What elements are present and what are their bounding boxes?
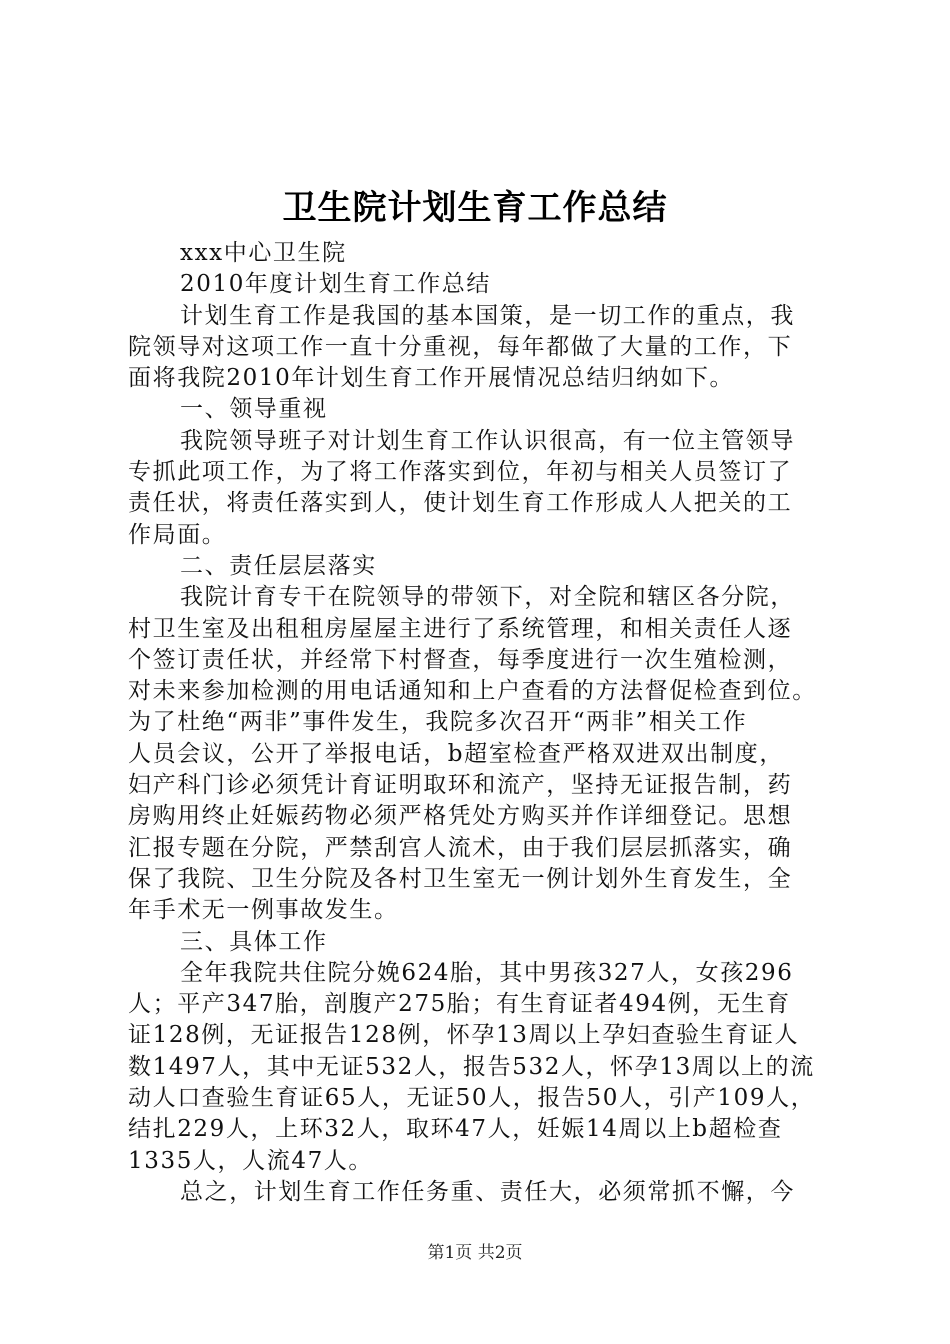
- document-body: [128, 238, 840, 1208]
- body-line: 结扎229人，上环32人，取环47人，妊娠14周以上b超检查: [128, 1116, 783, 1143]
- section-heading: 二、责任层层落实: [180, 552, 377, 579]
- body-line: 作局面。: [128, 521, 227, 548]
- body-line: 对未来参加检测的用电话通知和上户查看的方法督促检查到位。: [128, 678, 817, 705]
- body-line: 数1497人，其中无证532人，报告532人，怀孕13周以上的流: [128, 1053, 815, 1080]
- body-line: 我院计育专干在院领导的带领下，对全院和辖区各分院，: [180, 584, 795, 611]
- body-line: 妇产科门诊必须凭计育证明取环和流产，坚持无证报告制，药: [128, 772, 793, 799]
- body-line: 房购用终止妊娠药物必须严格凭处方购买并作详细登记。思想: [128, 803, 793, 830]
- body-line: 2010年度计划生育工作总结: [180, 271, 491, 298]
- body-line: 人；平产347胎，剖腹产275胎；有生育证者494例，无生育: [128, 991, 791, 1018]
- body-line: 动人口查验生育证65人，无证50人，报告50人，引产109人，: [128, 1085, 816, 1112]
- body-line: 人员会议，公开了举报电话，b超室检查严格双进双出制度，: [128, 740, 784, 767]
- body-line: 1335人，人流47人。: [128, 1147, 373, 1174]
- body-line: 为了杜绝“两非”事件发生，我院多次召开“两非”相关工作: [128, 709, 748, 736]
- document-title: 卫生院计划生育工作总结: [282, 188, 668, 228]
- body-line: 责任状，将责任落实到人，使计划生育工作形成人人把关的工: [128, 490, 793, 517]
- body-line: 专抓此项工作，为了将工作落实到位，年初与相关人员签订了: [128, 459, 793, 486]
- section-heading: 一、领导重视: [180, 396, 328, 423]
- body-line: 全年我院共住院分娩624胎，其中男孩327人，女孩296: [180, 959, 794, 986]
- page-footer: 第1页 共2页: [427, 1243, 523, 1263]
- body-line: 我院领导班子对计划生育工作认识很高，有一位主管领导: [180, 427, 795, 454]
- body-line: 个签订责任状，并经常下村督查，每季度进行一次生殖检测，: [128, 646, 793, 673]
- body-line: 院领导对这项工作一直十分重视，每年都做了大量的工作，下: [128, 333, 793, 360]
- body-line: 村卫生室及出租租房屋屋主进行了系统管理，和相关责任人逐: [128, 615, 793, 642]
- body-line: 证128例，无证报告128例，怀孕13周以上孕妇查验生育证人: [128, 1022, 800, 1049]
- body-line: xxx中心卫生院: [180, 240, 347, 266]
- section-heading: 三、具体工作: [180, 928, 328, 955]
- body-line: 面将我院2010年计划生育工作开展情况总结归纳如下。: [128, 365, 735, 392]
- body-line: 总之，计划生育工作任务重、责任大，必须常抓不懈，今: [180, 1178, 795, 1205]
- body-line: 计划生育工作是我国的基本国策，是一切工作的重点，我: [180, 302, 795, 329]
- body-line: 保了我院、卫生分院及各村卫生室无一例计划外生育发生，全: [128, 865, 793, 892]
- body-line: 年手术无一例事故发生。: [128, 897, 399, 924]
- body-line: 汇报专题在分院，严禁刮宫人流术，由于我们层层抓落实，确: [128, 834, 793, 861]
